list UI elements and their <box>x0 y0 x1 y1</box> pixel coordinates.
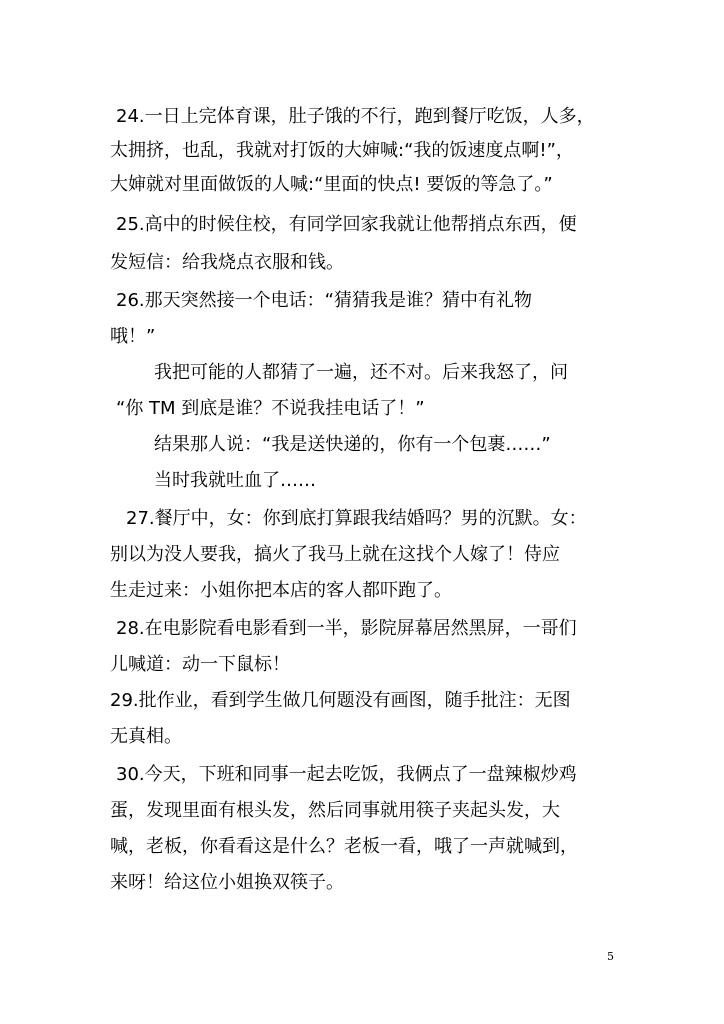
text-line-30-d: 来呀！给这位小姐换双筷子。 <box>110 872 344 893</box>
text-line-28-a: 28.在电影院看电影看到一半，影院屏幕居然黑屏，一哥们 <box>116 618 577 639</box>
text-line-26-d: “你 TM 到底是谁？不说我挂电话了！” <box>116 398 425 419</box>
text-line-26-f: 当时我就吐血了…… <box>154 470 316 491</box>
text-line-27-a: 27.餐厅中，女：你到底打算跟我结婚吗？男的沉默。女： <box>126 508 587 529</box>
text-line-25-b: 发短信：给我烧点衣服和钱。 <box>110 252 344 273</box>
text-line-24-c: 大婶就对里面做饭的人喊:“里面的快点! 要饭的等急了。” <box>110 174 553 195</box>
text-line-27-b: 别以为没人要我，搞火了我马上就在这找个人嫁了！侍应 <box>110 544 560 565</box>
text-line-25-a: 25.高中的时候住校，有同学回家我就让他帮捎点东西，便 <box>116 214 577 235</box>
text-line-26-a: 26.那天突然接一个电话：“猜猜我是谁？猜中有礼物 <box>116 290 532 311</box>
text-line-28-b: 儿喊道：动一下鼠标！ <box>110 654 290 675</box>
text-line-26-c: 我把可能的人都猜了一遍，还不对。后来我怒了，问 <box>154 362 568 383</box>
text-line-24-b: 太拥挤，也乱，我就对打饭的大婶喊:“我的饭速度点啊!”， <box>110 140 574 161</box>
text-line-24-a: 24.一日上完体育课，肚子饿的不行，跑到餐厅吃饭，人多， <box>116 106 595 127</box>
text-line-27-c: 生走过来：小姐你把本店的客人都吓跑了。 <box>110 580 452 601</box>
text-line-26-e: 结果那人说：“我是送快递的，你有一个包裹……” <box>154 434 551 455</box>
text-line-29-b: 无真相。 <box>110 726 182 747</box>
text-line-30-a: 30.今天，下班和同事一起去吃饭，我俩点了一盘辣椒炒鸡 <box>116 764 577 785</box>
text-line-26-b: 哦！” <box>110 326 156 347</box>
text-line-29-a: 29.批作业，看到学生做几何题没有画图，随手批注：无图 <box>110 690 571 711</box>
page-number: 5 <box>607 950 614 963</box>
text-line-30-b: 蛋，发现里面有根头发，然后同事就用筷子夹起头发，大 <box>110 800 560 821</box>
text-line-30-c: 喊，老板，你看看这是什么？老板一看，哦了一声就喊到， <box>110 836 578 857</box>
